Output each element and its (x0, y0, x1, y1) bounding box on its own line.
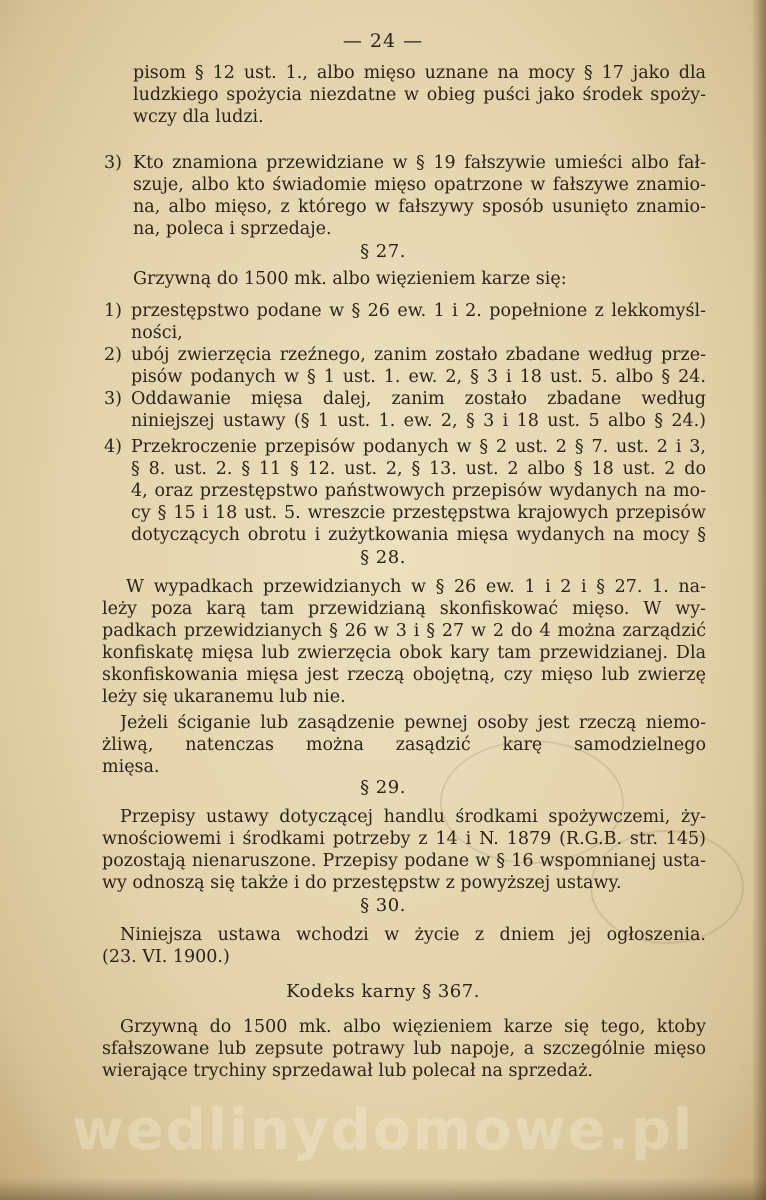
page-edge-shadow (752, 0, 766, 1200)
text-line: § 8. ust. 2. § 11 § 12. ust. 2, § 13. ust. 2 albo § 18 ust. 2 do (131, 459, 706, 479)
text-line: niniejszej ustawy (§ 1 ust. 1. ew. 2, § 3 i 18 ust. 5 albo § 24.) (131, 411, 706, 431)
text-line: wierające trychiny sprzedawał lub polecał na sprzedaż. (102, 1061, 593, 1081)
text-line: żliwą, natenczas można zasądzić karę samodzielnego (102, 735, 706, 755)
section-heading: § 29. (360, 777, 406, 798)
text-line: wnościowemi i środkami potrzeby z 14 i N. 1879 (R.G.B. str. 145) (102, 829, 706, 849)
section-heading: § 27. (360, 241, 406, 262)
text-line: Przekroczenie przepisów podanych w § 2 ust. 2 § 7. ust. 2 i 3, (131, 437, 706, 457)
text-line: leży się ukaranemu lub nie. (102, 687, 346, 707)
text-line: na, albo mięso, z którego w fałszywy sposób usunięto znamio- (133, 197, 706, 217)
text-line: wczy dla ludzi. (133, 107, 264, 127)
text-line: W wypadkach przewidzianych w § 26 ew. 1 i 2 i § 27. 1. na- (126, 577, 706, 597)
text-line: pozostają nienaruszone. Przepisy podane w § 16 wspomnianej usta- (102, 851, 706, 871)
site-watermark: wedlinydomowe.pl (71, 1098, 695, 1163)
list-number: 1) (104, 301, 122, 321)
page-number: — 24 — (342, 30, 424, 52)
text-line: ności, (131, 323, 183, 343)
text-line: cy § 15 i 18 ust. 5. wreszcie przestępstwa krajowych przepisów (131, 503, 706, 523)
text-line: przestępstwo podane w § 26 ew. 1 i 2. popełnione z lekkomyśl- (131, 301, 706, 321)
list-number: 2) (104, 345, 122, 365)
text-line: pisów podanych w § 1 ust. 1. ew. 2, § 3 i 18 ust. 5. albo § 24. (131, 367, 706, 387)
text-line: dotyczących obrotu i zużytkowania mięsa wydanych na mocy § (131, 525, 706, 545)
text-line: (23. VI. 1900.) (102, 947, 230, 967)
text-line: pisom § 12 ust. 1., albo mięso uznane na mocy § 17 jako dla (133, 63, 706, 83)
text-line: Niniejsza ustawa wchodzi w życie z dniem jej ogłoszenia. (120, 925, 706, 945)
text-line: ubój zwierzęcia rzeźnego, zanim zostało zbadane według prze- (131, 345, 706, 365)
text-line: Kto znamiona przewidziane w § 19 fałszywie umieści albo fał- (133, 153, 706, 173)
list-number: 3) (104, 153, 122, 173)
page-bottom-shadow (0, 1178, 766, 1200)
text-line: skonfiskowania mięsa jest rzeczą obojętną, czy mięso lub zwierzę (102, 665, 706, 685)
text-line: konfiskatę mięsa lub zwierzęcia obok kary tam przewidzianej. Dla (102, 643, 706, 663)
list-number: 4) (104, 437, 122, 457)
text-line: mięsa. (102, 757, 160, 777)
text-line: Grzywną do 1500 mk. albo więzieniem karze się tego, ktoby (120, 1017, 706, 1037)
text-line: Przepisy ustawy dotyczącej handlu środkami spożywczemi, ży- (120, 807, 706, 827)
text-line: leży poza karą tam przewidzianą skonfiskować mięso. W wy- (102, 599, 706, 619)
list-number: 3) (104, 389, 122, 409)
text-line: 4, oraz przestępstwo państwowych przepisów wydanych na mo- (131, 481, 706, 501)
text-line: wy odnoszą się także i do przestępstw z powyższej ustawy. (102, 873, 622, 893)
section-heading: § 28. (360, 547, 406, 568)
section-intro: Grzywną do 1500 mk. albo więzieniem karze się: (133, 269, 567, 289)
text-line: Jeżeli ściganie lub zasądzenie pewnej osoby jest rzeczą niemo- (120, 713, 706, 733)
text-line: sfałszowane lub zepsute potrawy lub napoje, a szczególnie mięso (102, 1039, 706, 1059)
text-line: szuje, albo kto świadomie mięso opatrzone w fałszywe znamio- (133, 175, 706, 195)
text-line: ludzkiego spożycia niezdatne w obieg puści jako środek spoży- (133, 85, 706, 105)
text-line: padkach przewidzianych § 26 w 3 i § 27 w 2 do 4 można zarządzić (102, 621, 706, 641)
section-heading: § 30. (360, 895, 406, 916)
kodeks-heading: Kodeks karny § 367. (286, 981, 480, 1002)
text-line: na, poleca i sprzedaje. (133, 219, 332, 239)
text-line: Oddawanie mięsa dalej, zanim zostało zbadane według (131, 389, 706, 409)
